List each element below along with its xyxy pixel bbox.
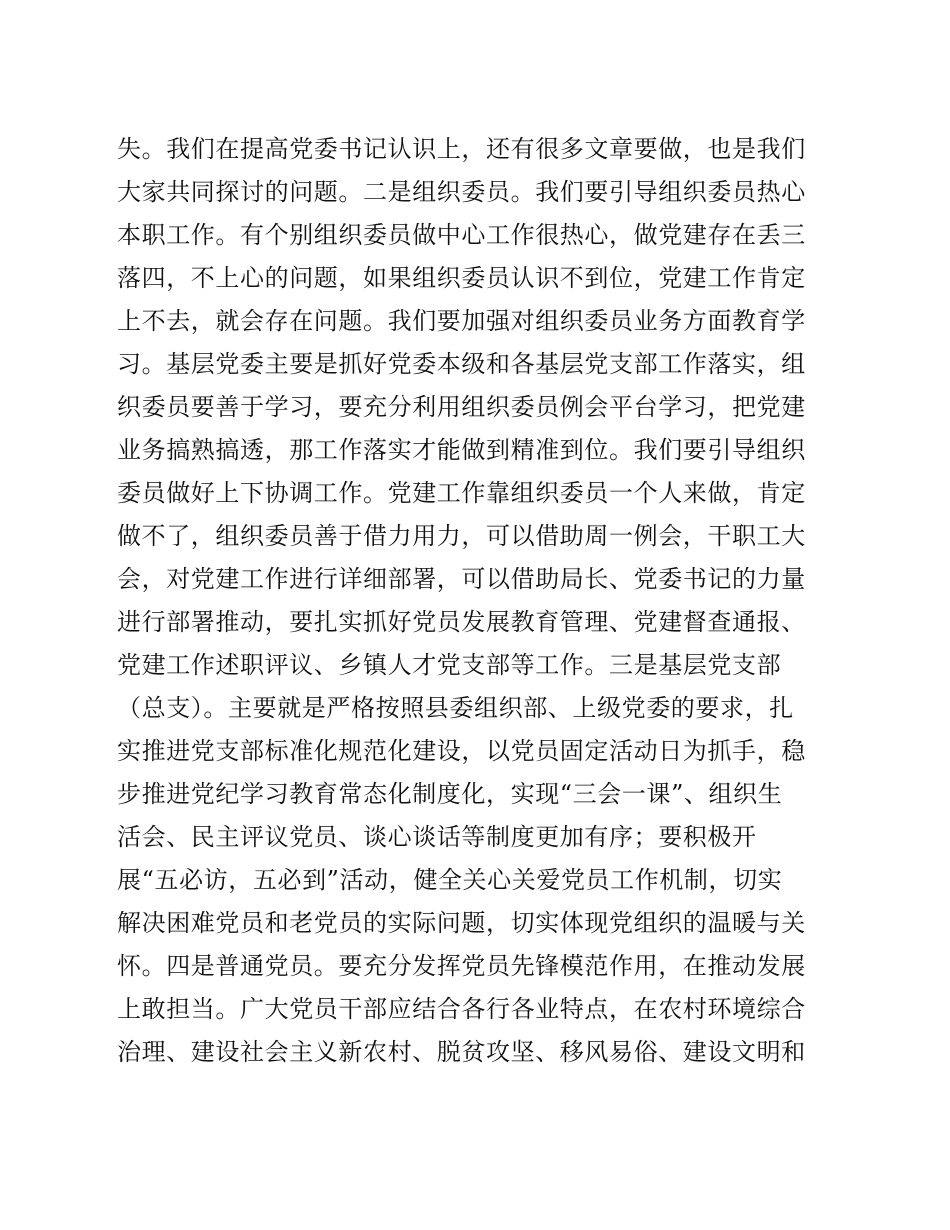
text-line: 习。基层党委主要是抓好党委本级和各基层党支部工作落实，组 — [117, 350, 806, 378]
text-line: 活会、民主评议党员、谈心谈话等制度更加有序；要积极开 — [117, 823, 757, 851]
text-line: （总支）。主要就是严格按照县委组织部、上级党委的要求，扎 — [117, 694, 794, 722]
text-line: 落四，不上心的问题，如果组织委员认识不到位，党建工作肯定 — [117, 264, 806, 292]
text-line: 步推进党纪学习教育常态化制度化，实现“三会一课”、组织生 — [117, 780, 783, 808]
text-line: 织委员要善于学习，要充分利用组织委员例会平台学习，把党建 — [117, 393, 806, 421]
text-line: 实推进党支部标准化规范化建设，以党员固定活动日为抓手，稳 — [117, 737, 806, 765]
text-line: 党建工作述职评议、乡镇人才党支部等工作。三是基层党支部 — [117, 651, 782, 679]
text-line: 上不去，就会存在问题。我们要加强对组织委员业务方面教育学 — [117, 307, 806, 335]
text-line: 展“五必访，五必到”活动，健全关心关爱党员工作机制，切实 — [117, 866, 783, 894]
text-line: 进行部署推动，要扎实抓好党员发展教育管理、党建督查通报、 — [117, 608, 806, 636]
text-line: 失。我们在提高党委书记认识上，还有很多文章要做，也是我们 — [117, 135, 806, 163]
text-line: 大家共同探讨的问题。二是组织委员。我们要引导组织委员热心 — [117, 178, 806, 206]
text-line: 上敢担当。广大党员干部应结合各行各业特点，在农村环境综合 — [117, 995, 806, 1023]
text-line: 做不了，组织委员善于借力用力，可以借助周一例会，干职工大 — [117, 522, 806, 550]
text-line: 会，对党建工作进行详细部署，可以借助局长、党委书记的力量 — [117, 565, 806, 593]
text-line: 业务搞熟搞透，那工作落实才能做到精准到位。我们要引导组织 — [117, 436, 806, 464]
body-text — [117, 128, 817, 1074]
text-line: 治理、建设社会主义新农村、脱贫攻坚、移风易俗、建设文明和 — [117, 1038, 806, 1066]
text-line: 解决困难党员和老党员的实际问题，切实体现党组织的温暖与关 — [117, 909, 806, 937]
text-line: 本职工作。有个别组织委员做中心工作很热心，做党建存在丢三 — [117, 221, 806, 249]
text-line: 委员做好上下协调工作。党建工作靠组织委员一个人来做，肯定 — [117, 479, 806, 507]
text-line: 怀。四是普通党员。要充分发挥党员先锋模范作用，在推动发展 — [117, 952, 806, 980]
